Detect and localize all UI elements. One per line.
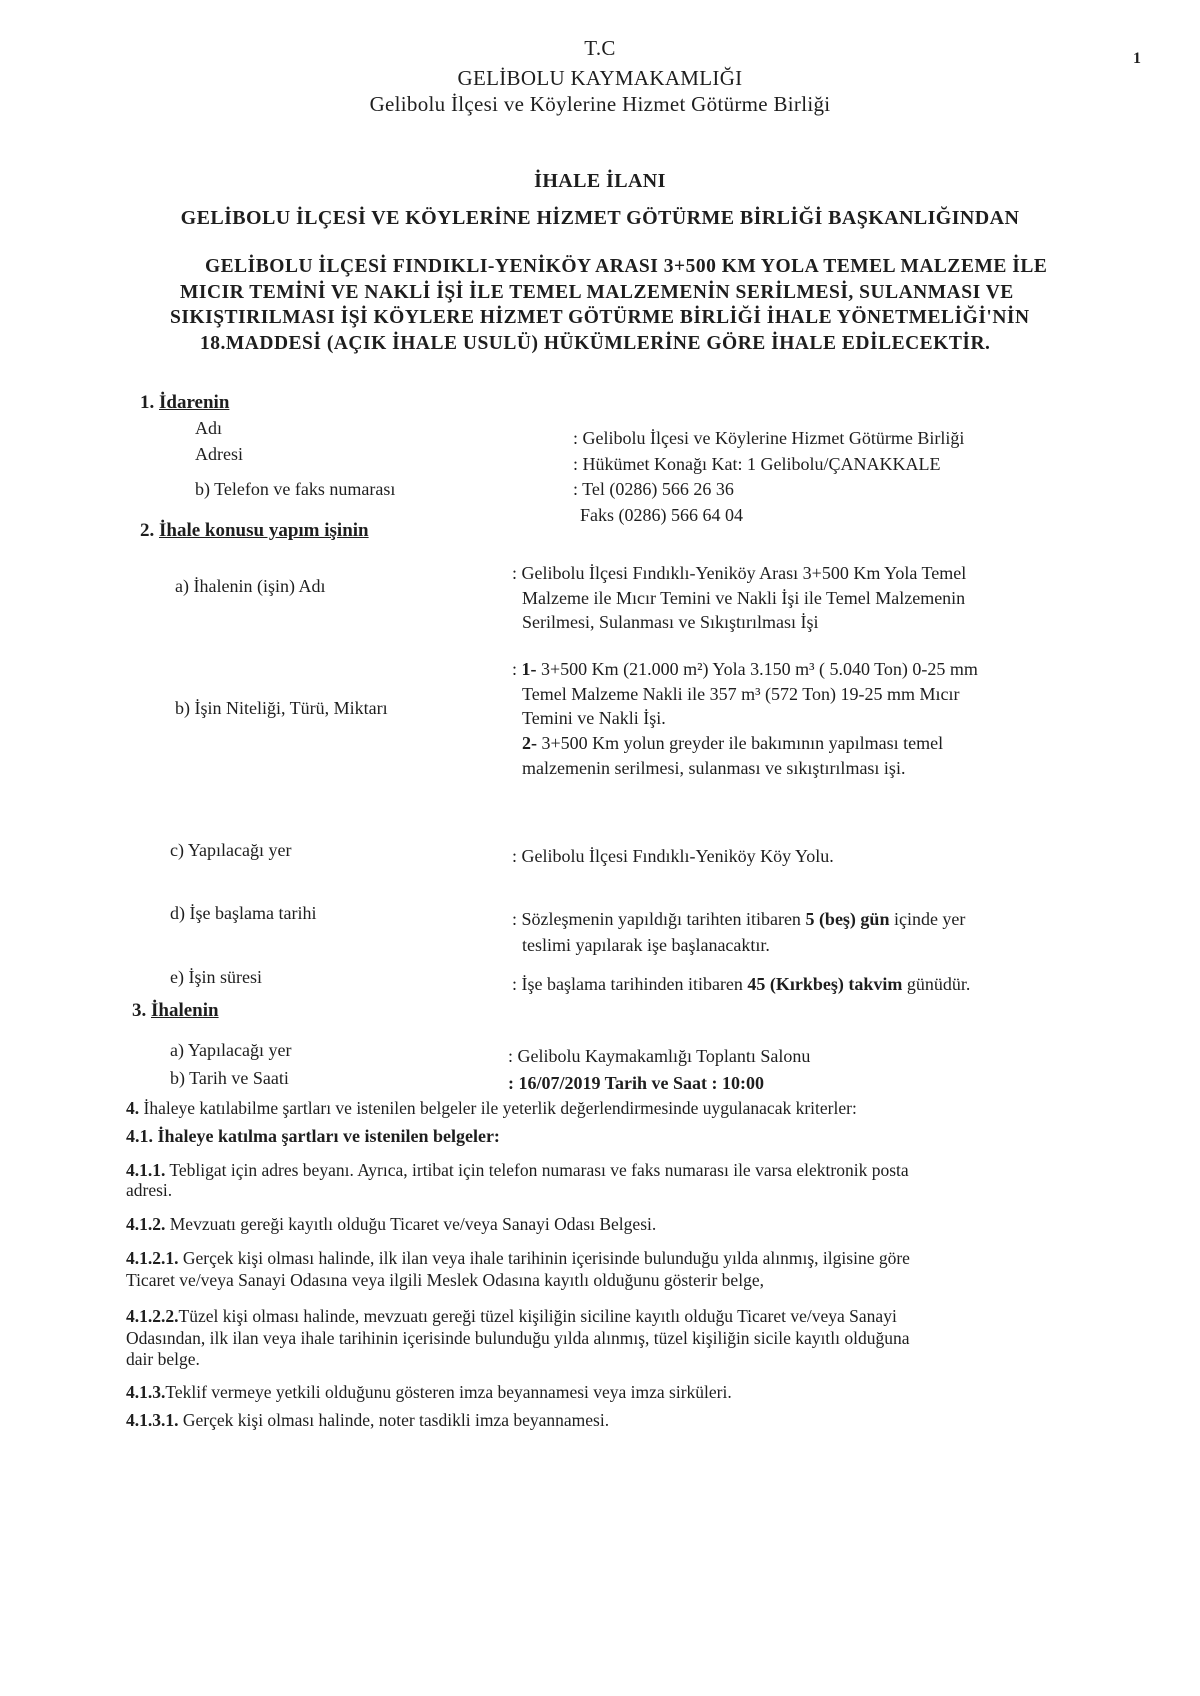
para-4-1-2-2-line-3: dair belge. xyxy=(126,1349,200,1369)
value-niteligi-line-3: Temini ve Nakli İşi. xyxy=(522,708,666,728)
title-baskanlik: GELİBOLU İLÇESİ VE KÖYLERİNE HİZMET GÖTÜRME BİRLİĞİ BAŞKANLIĞINDAN xyxy=(180,207,1020,229)
label-ihale-adi: a) İhalenin (işin) Adı xyxy=(175,576,326,596)
label-ise-baslama: d) İşe başlama tarihi xyxy=(170,903,317,923)
para-4-1-1-line-2: adresi. xyxy=(126,1180,173,1200)
section-4-intro: 4. İhaleye katılabilme şartları ve istenilen belgeler ile yeterlik değerlendirmesinde uygulanacak kriterler: xyxy=(126,1098,857,1118)
label-isin-niteligi: b) İşin Niteliği, Türü, Miktarı xyxy=(175,698,388,718)
item-2-number: 2- xyxy=(522,733,537,753)
section-1-title: İdarenin xyxy=(159,392,230,413)
value-telefon: : Tel (0286) 566 26 36 xyxy=(573,479,734,499)
value-ihale-adi-line-1: : Gelibolu İlçesi Fındıklı-Yeniköy Arası 3+500 Km Yola Temel xyxy=(512,563,967,583)
section-1-number: 1. xyxy=(140,392,155,413)
section-4-number: 4. xyxy=(126,1098,140,1118)
para-4-1-3: 4.1.3.Teklif vermeye yetkili olduğunu gösteren imza beyannamesi veya imza sirküleri. xyxy=(126,1382,732,1402)
value-ihale-adi-line-3: Serilmesi, Sulanması ve Sıkıştırılması İşi xyxy=(522,612,819,632)
header-birlik: Gelibolu İlçesi ve Köylerine Hizmet Götürme Birliği xyxy=(369,92,831,116)
para-4-1-2-1-line-2: Ticaret ve/veya Sanayi Odasına veya ilgili Meslek Odasına kayıtlı olduğunu gösterir belge, xyxy=(126,1270,764,1290)
label-telefon-faks: b) Telefon ve faks numarası xyxy=(195,479,396,499)
section-2-heading xyxy=(140,520,369,542)
value-isin-suresi: : İşe başlama tarihinden itibaren 45 (Kırkbeş) takvim günüdür. xyxy=(512,974,971,994)
value-niteligi-line-4: 2- 3+500 Km yolun greyder ile bakımının yapılması temel xyxy=(522,733,944,753)
para-4-1-2-1-line-1: 4.1.2.1. Gerçek kişi olması halinde, ilk ilan veya ihale tarihinin içerisinde bulunduğu yılda alınmış, ilgisine göre xyxy=(126,1248,910,1268)
value-idare-adi: : Gelibolu İlçesi ve Köylerine Hizmet Götürme Birliği xyxy=(573,428,965,448)
section-2-title: İhale konusu yapım işinin xyxy=(159,520,369,541)
value-niteligi-line-1: : 1- 3+500 Km (21.000 m²) Yola 3.150 m³ ( 5.040 Ton) 0-25 mm xyxy=(512,659,978,679)
label-idare-adresi: Adresi xyxy=(195,444,243,464)
value-tarih-saat: : 16/07/2019 Tarih ve Saat : 10:00 xyxy=(508,1073,765,1093)
label-yapilacagi-yer: c) Yapılacağı yer xyxy=(170,840,292,860)
value-yapilacagi-yer: : Gelibolu İlçesi Fındıklı-Yeniköy Köy Yolu. xyxy=(512,846,834,866)
para-4-1-1-line-1: 4.1.1. Tebligat için adres beyanı. Ayrıca, irtibat için telefon numarası ve faks numarası ile varsa elektronik posta xyxy=(126,1160,909,1180)
value-idare-adresi: : Hükümet Konağı Kat: 1 Gelibolu/ÇANAKKALE xyxy=(573,454,941,474)
section-4-1-heading: 4.1. İhaleye katılma şartları ve istenilen belgeler: xyxy=(126,1126,500,1146)
section-3-number: 3. xyxy=(132,1000,147,1021)
header-kaymakamlik: GELİBOLU KAYMAKAMLIĞI xyxy=(457,66,743,90)
header-tc: T.C xyxy=(584,36,616,60)
value-niteligi-line-5: malzemenin serilmesi, sulanması ve sıkıştırılması işi. xyxy=(522,758,906,778)
value-faks: Faks (0286) 566 64 04 xyxy=(580,505,743,525)
label-ihale-yeri: a) Yapılacağı yer xyxy=(170,1040,292,1060)
label-isin-suresi: e) İşin süresi xyxy=(170,967,262,987)
para-4-1-3-1: 4.1.3.1. Gerçek kişi olması halinde, noter tasdikli imza beyannamesi. xyxy=(126,1410,610,1430)
description-line-2: MICIR TEMİNİ VE NAKLİ İŞİ İLE TEMEL MALZEMENİN SERİLMESİ, SULANMASI VE xyxy=(180,282,1014,303)
section-3-title: İhalenin xyxy=(151,1000,219,1021)
section-3-heading xyxy=(132,1000,219,1022)
para-4-1-2-2-line-2: Odasından, ilk ilan veya ihale tarihinin içerisinde bulunduğu yılda alınmış, tüzel kişiliğin sicile kayıtlı olduğuna xyxy=(126,1328,910,1348)
para-4-1-2-2-line-1: 4.1.2.2.Tüzel kişi olması halinde, mevzuatı gereği tüzel kişiliğin siciline kayıtlı olduğu Ticaret ve/veya Sanayi xyxy=(126,1306,897,1326)
value-niteligi-line-2: Temel Malzeme Nakli ile 357 m³ (572 Ton) 19-25 mm Mıcır xyxy=(522,684,960,704)
description-line-1: GELİBOLU İLÇESİ FINDIKLI-YENİKÖY ARASI 3+500 KM YOLA TEMEL MALZEME İLE xyxy=(205,256,1048,277)
description-line-3: SIKIŞTIRILMASI İŞİ KÖYLERE HİZMET GÖTÜRME BİRLİĞİ İHALE YÖNETMELİĞİ'NİN xyxy=(170,307,1030,328)
label-idare-adi: Adı xyxy=(195,418,222,438)
value-ise-baslama-line-2: teslimi yapılarak işe başlanacaktır. xyxy=(522,935,770,955)
item-1-number: 1- xyxy=(521,659,537,679)
description-line-4: 18.MADDESİ (AÇIK İHALE USULÜ) HÜKÜMLERİNE GÖRE İHALE EDİLECEKTİR. xyxy=(200,333,991,354)
para-4-1-2: 4.1.2. Mevzuatı gereği kayıtlı olduğu Ticaret ve/veya Sanayi Odası Belgesi. xyxy=(126,1214,657,1234)
value-ise-baslama-line-1: : Sözleşmenin yapıldığı tarihten itibaren 5 (beş) gün içinde yer xyxy=(512,909,966,929)
value-ihale-adi-line-2: Malzeme ile Mıcır Temini ve Nakli İşi ile Temel Malzemenin xyxy=(522,588,966,608)
section-2-number: 2. xyxy=(140,520,155,541)
title-ihale-ilani: İHALE İLANI xyxy=(534,170,666,192)
section-1-heading xyxy=(140,392,229,414)
page-number: 1 xyxy=(1133,50,1141,67)
label-tarih-saat: b) Tarih ve Saati xyxy=(170,1068,289,1088)
value-ihale-yeri: : Gelibolu Kaymakamlığı Toplantı Salonu xyxy=(508,1046,811,1066)
